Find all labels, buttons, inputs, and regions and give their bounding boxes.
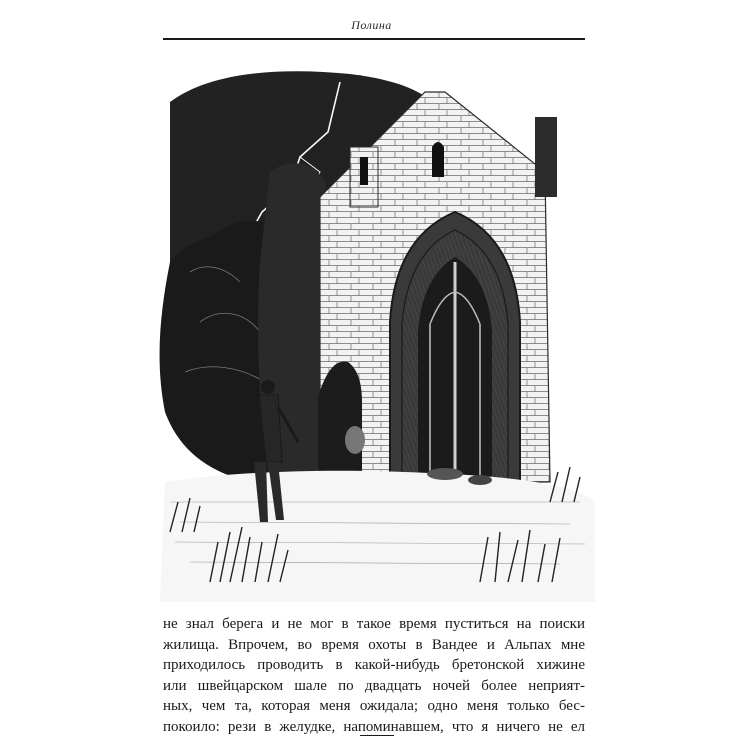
- chapel-ruin-illustration: [150, 62, 602, 602]
- text-line: жилища. Впрочем, во время охоты в Вандее и Альпах мне: [163, 636, 585, 653]
- text-line: не знал берега и не мог в такое время пуститься на поиски: [163, 616, 585, 632]
- footer-rule: [360, 735, 394, 736]
- engraving-icon: [150, 62, 602, 602]
- running-head: Полина: [351, 18, 392, 32]
- text-line: ных, чем та, которая меня ожидала; одно меня только бес-: [163, 698, 585, 714]
- header-rule: [163, 38, 585, 40]
- text-line: или швейцарском шале по двадцать ночей более неприят-: [163, 677, 585, 694]
- body-text: [163, 614, 585, 737]
- text-line: покоило: рези в желудке, напоминавшем, что я ничего не ел: [163, 718, 585, 735]
- ground: [160, 471, 595, 602]
- text-line: приходилось проводить в какой-нибудь бретонской хижине: [163, 657, 585, 673]
